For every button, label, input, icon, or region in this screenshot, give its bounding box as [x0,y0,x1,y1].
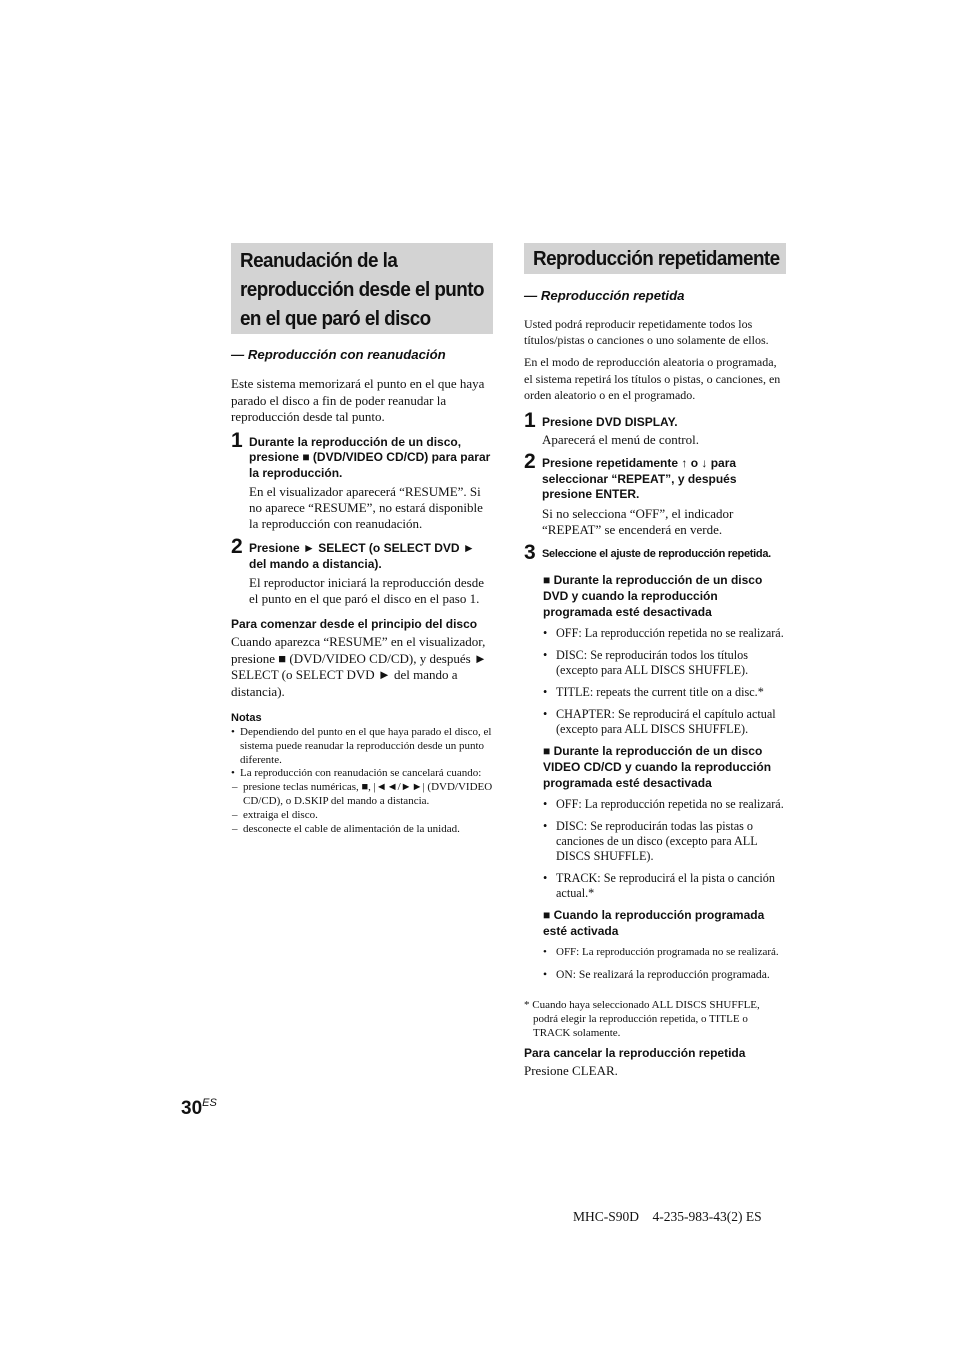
step-2 [524,450,786,538]
program-options-list [524,945,786,982]
step-title: Presione ► SELECT (o SELECT DVD ► del mando a distancia). [249,541,475,571]
note-subitem: – presione teclas numéricas, ■, |◄◄/►►| (DVD/VIDEO CD/CD), o D.SKIP del mando a distancia. [231,781,493,809]
option-item: • TITLE: repeats the current title on a disc.* [543,685,786,700]
note-item [231,767,493,836]
step-3 [524,540,786,564]
section-title-repeat [524,243,786,274]
page-number [181,1097,217,1120]
subtitle: — Reproducción repetida [524,288,685,303]
notes-list [231,726,493,836]
note-subitem: – extraiga el disco. [231,809,493,823]
step-number: 3 [524,540,536,564]
cancel-repeat-heading: Para cancelar la reproducción repetida [524,1046,746,1061]
section-title-resume [231,243,493,334]
intro-paragraph: En el modo de reproducción aleatoria o programada, el sistema repetirá los títulos o pistas, o canciones, en orden aleatorio o en el programado. [524,355,781,402]
vcd-options-list [524,797,786,901]
note-text: La reproducción con reanudación se cancelará cuando: [240,767,482,780]
option-item: • DISC: Se reproducirán todos los títulos (excepto para ALL DISCS SHUFFLE). [543,648,786,678]
intro-paragraph: Este sistema memorizará el punto en el que haya parado el disco a fin de poder reanudar la reproducción desde tal punto. [231,376,485,424]
title-line: Reanudación de la [240,249,398,272]
step-2 [231,535,493,607]
option-item: • CHAPTER: Se reproducirá el capítulo actual (excepto para ALL DISCS SHUFFLE). [543,707,786,737]
footnote: * Cuando haya seleccionado ALL DISCS SHUFFLE, podrá elegir la reproducción repetida, o TITLE o TRACK solamente. [524,999,760,1039]
option-item: • OFF: La reproducción repetida no se realizará. [543,797,786,812]
step-title: Seleccione el ajuste de reproducción repetida. [542,547,771,560]
subtitle: — Reproducción con reanudación [231,347,446,362]
option-item: • OFF: La reproducción programada no se realizará. [543,945,786,960]
vcd-heading: ■ Durante la reproducción de un disco VIDEO CD/CD y cuando la reproducción programada esté desactivada [543,744,772,790]
note-item: • Dependiendo del punto en el que haya parado el disco, el sistema puede reanudar la reproducción desde un punto diferente. [231,726,493,767]
note-sublist [231,781,493,836]
step-1 [524,408,786,449]
option-item: • OFF: La reproducción repetida no se realizará. [543,626,786,641]
page-number-value: 30 [181,1098,203,1119]
start-from-beginning-heading: Para comenzar desde el principio del disco [231,617,478,631]
model-code: MHC-S90D 4-235-983-43(2) ES [573,1209,762,1224]
start-from-beginning-body: Cuando aparezca “RESUME” en el visualizador, presione ■ (DVD/VIDEO CD/CD), y después ► SELECT (o SELECT DVD ► del mando a distancia). [231,634,487,699]
dvd-heading: ■ Durante la reproducción de un disco DVD y cuando la reproducción programada esté desactivada [543,573,763,619]
step-number: 1 [231,428,243,452]
step-title: Durante la reproducción de un disco, presione ■ (DVD/VIDEO CD/CD) para parar la reproducción. [249,434,491,480]
step-number: 2 [524,450,536,473]
notes-heading: Notas [231,712,262,724]
note-subitem: – desconecte el cable de alimentación de la unidad. [231,823,493,837]
program-heading: ■ Cuando la reproducción programada esté activada [543,908,765,938]
intro-paragraph: Usted podrá reproducir repetidamente todos los títulos/pistas o canciones o uno solamente de ellos. [524,317,769,347]
step-number: 2 [231,535,243,558]
step-body: El reproductor iniciará la reproducción desde el punto en el que paró el disco en el paso 1. [249,575,484,606]
title-line: Reproducción repetidamente [533,247,780,270]
page-number-suffix: ES [202,1097,217,1109]
option-item: • ON: Se realizará la reproducción programada. [543,967,786,982]
step-body: Si no selecciona “OFF”, el indicador “REPEAT” se encenderá en verde. [542,505,734,537]
cancel-repeat-body: Presione CLEAR. [524,1063,618,1079]
step-title: Presione repetidamente ↑ o ↓ para seleccionar “REPEAT”, y después presione ENTER. [542,456,737,501]
step-body: Aparecerá el menú de control. [542,432,700,447]
step-1 [231,428,493,533]
option-item: • TRACK: Se reproducirá el la pista o canción actual.* [543,871,786,901]
title-line: en el que paró el disco [240,307,431,330]
step-title: Presione DVD DISPLAY. [542,414,678,429]
right-column [524,243,786,1080]
dvd-options-list [524,626,786,737]
option-item: • DISC: Se reproducirán todas las pistas o canciones de un disco (excepto para ALL DISCS SHUFFLE). [543,819,786,864]
step-number: 1 [524,408,536,432]
title-line: reproducción desde el punto [240,278,484,301]
left-column [231,243,493,836]
step-body: En el visualizador aparecerá “RESUME”. Si no aparece “RESUME”, no estará disponible la reproducción con reanudación. [249,484,483,531]
